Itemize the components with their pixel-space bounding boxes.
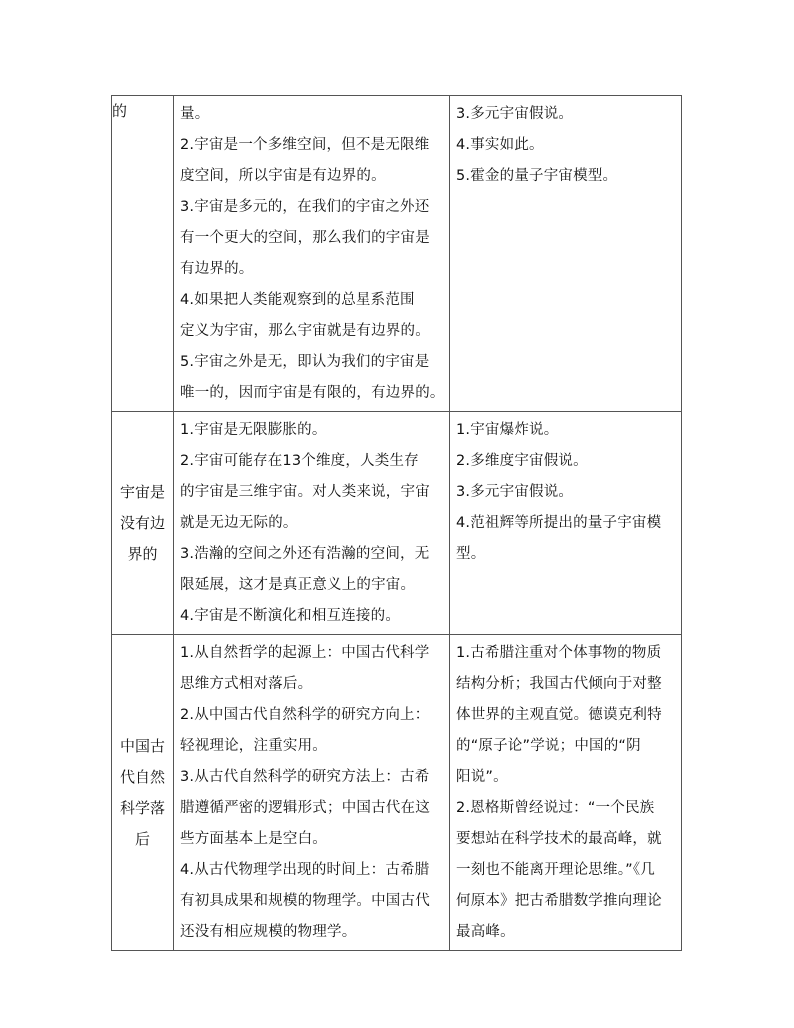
text-line: 限延展，这才是真正意义上的宇宙。 [180,577,416,593]
text-line: 1.从自然哲学的起源上：中国古代科学 [180,645,430,661]
text-line: 4.如果把人类能观察到的总星系范围 [180,292,415,308]
text-line: 3.从古代自然科学的研究方法上：古希 [180,769,430,785]
text-line: 结构分析；我国古代倾向于对整 [456,676,662,692]
text-line: 2.宇宙可能存在13个维度，人类生存 [180,453,419,469]
text-line: 3.浩瀚的空间之外还有浩瀚的空间，无 [180,546,430,562]
text-line: 有一个更大的空间，那么我们的宇宙是 [180,230,430,246]
text-line: 度空间，所以宇宙是有边界的。 [180,168,386,184]
row-label-cell [112,635,174,951]
text-line: 何原本》把古希腊数学推向理论 [456,893,662,909]
text-line: 的宇宙是三维宇宙。对人类来说，宇宙 [180,484,430,500]
row-label-line: 代自然 [119,767,165,786]
row-label-line: 的 [112,102,128,120]
text-line: 就是无边无际的。 [180,515,298,531]
text-line: 2.宇宙是一个多维空间，但不是无限维 [180,137,430,153]
text-line: 1.宇宙爆炸说。 [456,422,559,438]
text-line: 腊遵循严密的逻辑形式；中国古代在这 [180,800,430,816]
text-line: 3.多元宇宙假说。 [456,106,574,122]
text-line: 的“原子论”学说；中国的“阴 [456,738,641,754]
row-label-line: 科学落 [119,798,165,817]
text-line: 4.宇宙是不断演化和相互连接的。 [180,608,401,624]
text-line: 阳说”。 [456,769,508,785]
row-label-line: 没有边 [119,513,165,532]
text-line: 3.多元宇宙假说。 [456,484,574,500]
evidence-cell [450,635,682,951]
table-row [112,412,682,635]
text-line: 5.霍金的量子宇宙模型。 [456,168,618,184]
text-line: 4.事实如此。 [456,137,544,153]
row-label-line: 后 [134,829,150,848]
text-line: 2.多维度宇宙假说。 [456,453,588,469]
text-line: 型。 [456,546,486,562]
viewpoint-cell [174,96,450,412]
row-label-line: 宇宙是 [119,482,165,501]
row-label-line: 中国古 [119,736,165,755]
text-line: 4.范祖辉等所提出的量子宇宙模 [456,515,662,531]
text-line: 要想站在科学技术的最高峰，就 [456,831,662,847]
row-label-cell [112,96,174,412]
text-line: 3.宇宙是多元的，在我们的宇宙之外还 [180,199,430,215]
text-line: 1.古希腊注重对个体事物的物质 [456,645,662,661]
content-table [111,95,682,951]
text-line: 思维方式相对落后。 [180,676,313,692]
text-line: 定义为宇宙，那么宇宙就是有边界的。 [180,323,430,339]
text-line: 些方面基本上是空白。 [180,831,327,847]
text-line: 还没有相应规模的物理学。 [180,924,357,940]
text-line: 量。 [180,106,210,122]
text-line: 5.宇宙之外是无，即认为我们的宇宙是 [180,354,430,370]
text-line: 最高峰。 [456,924,515,940]
table-row [112,635,682,951]
evidence-cell [450,412,682,635]
text-line: 2.从中国古代自然科学的研究方向上： [180,707,430,723]
text-line: 一刻也不能离开理论思维。”《几 [456,862,656,878]
text-line: 体世界的主观直觉。德谟克利特 [456,707,662,723]
text-line: 轻视理论，注重实用。 [180,738,327,754]
text-line: 1.宇宙是无限膨胀的。 [180,422,327,438]
row-label-line: 界的 [127,544,158,563]
text-line: 有初具成果和规模的物理学。中国古代 [180,893,430,909]
text-line: 有边界的。 [180,261,254,277]
viewpoint-cell [174,412,450,635]
text-line: 唯一的，因而宇宙是有限的，有边界的。 [180,385,445,401]
viewpoint-cell [174,635,450,951]
evidence-cell [450,96,682,412]
table-row [112,96,682,412]
text-line: 2.恩格斯曾经说过：“一个民族 [456,800,655,816]
text-line: 4.从古代物理学出现的时间上：古希腊 [180,862,430,878]
row-label-cell [112,412,174,635]
